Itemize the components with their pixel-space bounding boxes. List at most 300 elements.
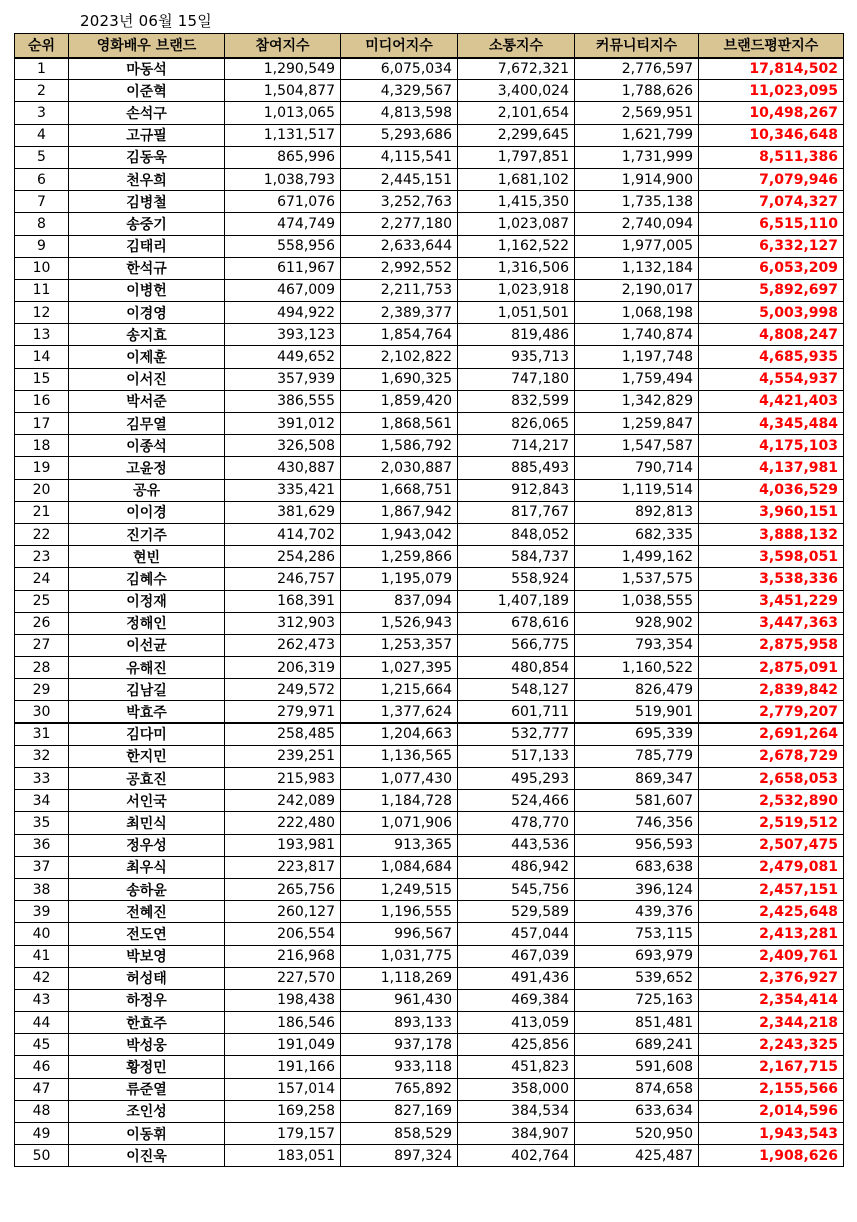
communication-cell: 2,299,645 [458, 124, 575, 146]
community-cell: 2,740,094 [575, 213, 699, 235]
participation-cell: 157,014 [225, 1078, 341, 1100]
communication-cell: 384,534 [458, 1100, 575, 1122]
rank-cell: 44 [15, 1012, 69, 1034]
communication-cell: 714,217 [458, 435, 575, 457]
table-row [15, 1034, 844, 1056]
brand-score-cell: 2,014,596 [699, 1100, 844, 1122]
brand-score-cell: 4,808,247 [699, 324, 844, 346]
participation-cell: 393,123 [225, 324, 341, 346]
actor-name-cell: 하정우 [69, 989, 225, 1011]
actor-name-cell: 이서진 [69, 368, 225, 390]
table-row [15, 546, 844, 568]
actor-name-cell: 한석규 [69, 257, 225, 279]
brand-score-cell: 10,498,267 [699, 102, 844, 124]
brand-score-cell: 2,155,566 [699, 1078, 844, 1100]
table-row [15, 235, 844, 257]
actor-name-cell: 송하윤 [69, 878, 225, 900]
brand-score-cell: 7,079,946 [699, 168, 844, 190]
community-cell: 1,788,626 [575, 80, 699, 102]
actor-name-cell: 박성웅 [69, 1034, 225, 1056]
rank-cell: 31 [15, 723, 69, 745]
actor-name-cell: 조인성 [69, 1100, 225, 1122]
communication-cell: 678,616 [458, 612, 575, 634]
brand-score-cell: 4,036,529 [699, 479, 844, 501]
rank-cell: 46 [15, 1056, 69, 1078]
communication-cell: 495,293 [458, 768, 575, 790]
rank-cell: 40 [15, 923, 69, 945]
brand-score-cell: 3,888,132 [699, 523, 844, 545]
table-row [15, 435, 844, 457]
rank-cell: 9 [15, 235, 69, 257]
actor-name-cell: 박서준 [69, 390, 225, 412]
participation-cell: 249,572 [225, 679, 341, 701]
communication-cell: 545,756 [458, 878, 575, 900]
communication-cell: 566,775 [458, 634, 575, 656]
actor-name-cell: 이선균 [69, 634, 225, 656]
header-media-index: 미디어지수 [341, 34, 458, 58]
participation-cell: 474,749 [225, 213, 341, 235]
participation-cell: 1,290,549 [225, 58, 341, 80]
rank-cell: 36 [15, 834, 69, 856]
participation-cell: 191,049 [225, 1034, 341, 1056]
table-row [15, 124, 844, 146]
actor-name-cell: 이준혁 [69, 80, 225, 102]
actor-name-cell: 이정재 [69, 590, 225, 612]
table-row [15, 834, 844, 856]
rank-cell: 10 [15, 257, 69, 279]
table-row [15, 723, 844, 745]
community-cell: 1,621,799 [575, 124, 699, 146]
rank-cell: 24 [15, 568, 69, 590]
community-cell: 1,914,900 [575, 168, 699, 190]
brand-score-cell: 2,779,207 [699, 701, 844, 723]
participation-cell: 254,286 [225, 546, 341, 568]
community-cell: 869,347 [575, 768, 699, 790]
media-cell: 996,567 [341, 923, 458, 945]
actor-name-cell: 공효진 [69, 768, 225, 790]
actor-name-cell: 진기주 [69, 523, 225, 545]
rank-cell: 50 [15, 1145, 69, 1167]
communication-cell: 478,770 [458, 812, 575, 834]
table-row [15, 479, 844, 501]
community-cell: 1,731,999 [575, 146, 699, 168]
media-cell: 1,084,684 [341, 856, 458, 878]
community-cell: 874,658 [575, 1078, 699, 1100]
table-row [15, 1100, 844, 1122]
actor-name-cell: 정해인 [69, 612, 225, 634]
rank-cell: 47 [15, 1078, 69, 1100]
communication-cell: 548,127 [458, 679, 575, 701]
actor-name-cell: 이종석 [69, 435, 225, 457]
communication-cell: 1,023,918 [458, 279, 575, 301]
communication-cell: 532,777 [458, 723, 575, 745]
participation-cell: 216,968 [225, 945, 341, 967]
community-cell: 2,190,017 [575, 279, 699, 301]
community-cell: 1,132,184 [575, 257, 699, 279]
community-cell: 2,569,951 [575, 102, 699, 124]
community-cell: 695,339 [575, 723, 699, 745]
media-cell: 1,259,866 [341, 546, 458, 568]
media-cell: 893,133 [341, 1012, 458, 1034]
media-cell: 2,030,887 [341, 457, 458, 479]
rank-cell: 5 [15, 146, 69, 168]
communication-cell: 1,051,501 [458, 302, 575, 324]
participation-cell: 494,922 [225, 302, 341, 324]
media-cell: 837,094 [341, 590, 458, 612]
communication-cell: 817,767 [458, 501, 575, 523]
communication-cell: 558,924 [458, 568, 575, 590]
communication-cell: 1,415,350 [458, 191, 575, 213]
communication-cell: 1,316,506 [458, 257, 575, 279]
media-cell: 827,169 [341, 1100, 458, 1122]
participation-cell: 262,473 [225, 634, 341, 656]
participation-cell: 381,629 [225, 501, 341, 523]
media-cell: 1,868,561 [341, 413, 458, 435]
rank-cell: 23 [15, 546, 69, 568]
brand-score-cell: 2,519,512 [699, 812, 844, 834]
media-cell: 897,324 [341, 1145, 458, 1167]
brand-score-cell: 2,479,081 [699, 856, 844, 878]
rank-cell: 16 [15, 390, 69, 412]
header-actor-brand: 영화배우 브랜드 [69, 34, 225, 58]
media-cell: 1,071,906 [341, 812, 458, 834]
participation-cell: 611,967 [225, 257, 341, 279]
table-row [15, 390, 844, 412]
actor-name-cell: 정우성 [69, 834, 225, 856]
table-row [15, 1056, 844, 1078]
media-cell: 1,867,942 [341, 501, 458, 523]
actor-name-cell: 류준열 [69, 1078, 225, 1100]
rank-cell: 1 [15, 58, 69, 80]
communication-cell: 529,589 [458, 901, 575, 923]
actor-name-cell: 김병철 [69, 191, 225, 213]
participation-cell: 223,817 [225, 856, 341, 878]
communication-cell: 935,713 [458, 346, 575, 368]
brand-score-cell: 1,908,626 [699, 1145, 844, 1167]
participation-cell: 206,319 [225, 657, 341, 679]
media-cell: 937,178 [341, 1034, 458, 1056]
participation-cell: 430,887 [225, 457, 341, 479]
community-cell: 851,481 [575, 1012, 699, 1034]
rank-cell: 28 [15, 657, 69, 679]
participation-cell: 260,127 [225, 901, 341, 923]
brand-score-cell: 2,167,715 [699, 1056, 844, 1078]
communication-cell: 601,711 [458, 701, 575, 723]
media-cell: 961,430 [341, 989, 458, 1011]
brand-score-cell: 2,354,414 [699, 989, 844, 1011]
media-cell: 913,365 [341, 834, 458, 856]
media-cell: 1,195,079 [341, 568, 458, 590]
rank-cell: 21 [15, 501, 69, 523]
media-cell: 2,992,552 [341, 257, 458, 279]
rank-cell: 22 [15, 523, 69, 545]
brand-score-cell: 2,678,729 [699, 745, 844, 767]
communication-cell: 486,942 [458, 856, 575, 878]
communication-cell: 1,797,851 [458, 146, 575, 168]
brand-score-cell: 4,421,403 [699, 390, 844, 412]
table-row [15, 923, 844, 945]
community-cell: 785,779 [575, 745, 699, 767]
actor-name-cell: 이경영 [69, 302, 225, 324]
brand-score-cell: 2,658,053 [699, 768, 844, 790]
rank-cell: 15 [15, 368, 69, 390]
actor-name-cell: 송중기 [69, 213, 225, 235]
rank-cell: 3 [15, 102, 69, 124]
participation-cell: 865,996 [225, 146, 341, 168]
media-cell: 1,690,325 [341, 368, 458, 390]
rank-cell: 37 [15, 856, 69, 878]
community-cell: 1,735,138 [575, 191, 699, 213]
rank-cell: 49 [15, 1123, 69, 1145]
participation-cell: 449,652 [225, 346, 341, 368]
table-row [15, 324, 844, 346]
table-row [15, 1123, 844, 1145]
header-communication-index: 소통지수 [458, 34, 575, 58]
brand-reputation-table [14, 33, 844, 1167]
table-row [15, 634, 844, 656]
table-row [15, 812, 844, 834]
brand-score-cell: 3,447,363 [699, 612, 844, 634]
community-cell: 790,714 [575, 457, 699, 479]
participation-cell: 198,438 [225, 989, 341, 1011]
rank-cell: 39 [15, 901, 69, 923]
brand-score-cell: 2,875,091 [699, 657, 844, 679]
communication-cell: 425,856 [458, 1034, 575, 1056]
table-row [15, 302, 844, 324]
brand-score-cell: 6,053,209 [699, 257, 844, 279]
table-row [15, 523, 844, 545]
brand-score-cell: 2,413,281 [699, 923, 844, 945]
community-cell: 519,901 [575, 701, 699, 723]
media-cell: 2,277,180 [341, 213, 458, 235]
actor-name-cell: 한효주 [69, 1012, 225, 1034]
brand-score-cell: 4,554,937 [699, 368, 844, 390]
brand-score-cell: 2,532,890 [699, 790, 844, 812]
media-cell: 1,943,042 [341, 523, 458, 545]
actor-name-cell: 천우희 [69, 168, 225, 190]
brand-score-cell: 5,892,697 [699, 279, 844, 301]
actor-name-cell: 서인국 [69, 790, 225, 812]
header-rank: 순위 [15, 34, 69, 58]
communication-cell: 3,400,024 [458, 80, 575, 102]
communication-cell: 1,023,087 [458, 213, 575, 235]
media-cell: 3,252,763 [341, 191, 458, 213]
community-cell: 956,593 [575, 834, 699, 856]
table-row [15, 1145, 844, 1167]
actor-name-cell: 이제훈 [69, 346, 225, 368]
actor-name-cell: 이이경 [69, 501, 225, 523]
rank-cell: 19 [15, 457, 69, 479]
participation-cell: 168,391 [225, 590, 341, 612]
media-cell: 858,529 [341, 1123, 458, 1145]
rank-cell: 45 [15, 1034, 69, 1056]
rank-cell: 33 [15, 768, 69, 790]
actor-name-cell: 유해진 [69, 657, 225, 679]
table-row [15, 368, 844, 390]
community-cell: 1,547,587 [575, 435, 699, 457]
community-cell: 892,813 [575, 501, 699, 523]
community-cell: 1,977,005 [575, 235, 699, 257]
communication-cell: 524,466 [458, 790, 575, 812]
participation-cell: 227,570 [225, 967, 341, 989]
actor-name-cell: 이진욱 [69, 1145, 225, 1167]
media-cell: 1,215,664 [341, 679, 458, 701]
media-cell: 1,196,555 [341, 901, 458, 923]
rank-cell: 48 [15, 1100, 69, 1122]
table-row [15, 279, 844, 301]
community-cell: 1,259,847 [575, 413, 699, 435]
table-row [15, 146, 844, 168]
participation-cell: 326,508 [225, 435, 341, 457]
table-body [15, 58, 844, 1167]
communication-cell: 848,052 [458, 523, 575, 545]
actor-name-cell: 현빈 [69, 546, 225, 568]
table-row [15, 1012, 844, 1034]
table-row [15, 413, 844, 435]
header-brand-reputation-index: 브랜드평판지수 [699, 34, 844, 58]
actor-name-cell: 김무열 [69, 413, 225, 435]
actor-name-cell: 송지효 [69, 324, 225, 346]
media-cell: 1,253,357 [341, 634, 458, 656]
community-cell: 1,759,494 [575, 368, 699, 390]
brand-score-cell: 4,137,981 [699, 457, 844, 479]
table-row [15, 945, 844, 967]
media-cell: 1,668,751 [341, 479, 458, 501]
actor-name-cell: 마동석 [69, 58, 225, 80]
header-row [15, 34, 844, 58]
actor-name-cell: 전혜진 [69, 901, 225, 923]
media-cell: 2,211,753 [341, 279, 458, 301]
communication-cell: 469,384 [458, 989, 575, 1011]
communication-cell: 1,162,522 [458, 235, 575, 257]
brand-score-cell: 6,515,110 [699, 213, 844, 235]
communication-cell: 443,536 [458, 834, 575, 856]
table-row [15, 657, 844, 679]
participation-cell: 191,166 [225, 1056, 341, 1078]
media-cell: 2,389,377 [341, 302, 458, 324]
participation-cell: 1,504,877 [225, 80, 341, 102]
participation-cell: 1,131,517 [225, 124, 341, 146]
communication-cell: 2,101,654 [458, 102, 575, 124]
brand-score-cell: 3,451,229 [699, 590, 844, 612]
community-cell: 520,950 [575, 1123, 699, 1145]
communication-cell: 826,065 [458, 413, 575, 435]
communication-cell: 1,407,189 [458, 590, 575, 612]
media-cell: 1,859,420 [341, 390, 458, 412]
rank-cell: 17 [15, 413, 69, 435]
participation-cell: 1,038,793 [225, 168, 341, 190]
brand-score-cell: 2,457,151 [699, 878, 844, 900]
table-row [15, 989, 844, 1011]
communication-cell: 457,044 [458, 923, 575, 945]
media-cell: 2,445,151 [341, 168, 458, 190]
brand-score-cell: 11,023,095 [699, 80, 844, 102]
rank-cell: 20 [15, 479, 69, 501]
community-cell: 683,638 [575, 856, 699, 878]
report-date: 2023년 06월 15일 [80, 12, 212, 30]
community-cell: 1,068,198 [575, 302, 699, 324]
community-cell: 1,342,829 [575, 390, 699, 412]
actor-name-cell: 김동욱 [69, 146, 225, 168]
community-cell: 1,119,514 [575, 479, 699, 501]
actor-name-cell: 한지민 [69, 745, 225, 767]
communication-cell: 912,843 [458, 479, 575, 501]
table-row [15, 457, 844, 479]
table-row [15, 191, 844, 213]
actor-name-cell: 허성태 [69, 967, 225, 989]
participation-cell: 558,956 [225, 235, 341, 257]
media-cell: 933,118 [341, 1056, 458, 1078]
communication-cell: 832,599 [458, 390, 575, 412]
table-row [15, 168, 844, 190]
brand-score-cell: 2,691,264 [699, 723, 844, 745]
media-cell: 1,031,775 [341, 945, 458, 967]
community-cell: 1,499,162 [575, 546, 699, 568]
community-cell: 396,124 [575, 878, 699, 900]
rank-cell: 35 [15, 812, 69, 834]
table-row [15, 568, 844, 590]
brand-score-cell: 4,345,484 [699, 413, 844, 435]
rank-cell: 34 [15, 790, 69, 812]
rank-cell: 32 [15, 745, 69, 767]
rank-cell: 2 [15, 80, 69, 102]
table-row [15, 590, 844, 612]
brand-score-cell: 3,960,151 [699, 501, 844, 523]
participation-cell: 265,756 [225, 878, 341, 900]
rank-cell: 6 [15, 168, 69, 190]
brand-score-cell: 10,346,648 [699, 124, 844, 146]
communication-cell: 480,854 [458, 657, 575, 679]
community-cell: 1,740,874 [575, 324, 699, 346]
communication-cell: 584,737 [458, 546, 575, 568]
actor-name-cell: 황정민 [69, 1056, 225, 1078]
brand-score-cell: 1,943,543 [699, 1123, 844, 1145]
communication-cell: 517,133 [458, 745, 575, 767]
table-row [15, 967, 844, 989]
rank-cell: 11 [15, 279, 69, 301]
brand-score-cell: 2,376,927 [699, 967, 844, 989]
community-cell: 591,608 [575, 1056, 699, 1078]
participation-cell: 312,903 [225, 612, 341, 634]
media-cell: 1,526,943 [341, 612, 458, 634]
rank-cell: 42 [15, 967, 69, 989]
media-cell: 1,184,728 [341, 790, 458, 812]
media-cell: 1,136,565 [341, 745, 458, 767]
media-cell: 1,077,430 [341, 768, 458, 790]
rank-cell: 26 [15, 612, 69, 634]
media-cell: 4,115,541 [341, 146, 458, 168]
community-cell: 693,979 [575, 945, 699, 967]
brand-score-cell: 7,074,327 [699, 191, 844, 213]
table-row [15, 856, 844, 878]
community-cell: 1,197,748 [575, 346, 699, 368]
table-row [15, 501, 844, 523]
table-row [15, 745, 844, 767]
table-row [15, 679, 844, 701]
media-cell: 1,249,515 [341, 878, 458, 900]
community-cell: 1,160,522 [575, 657, 699, 679]
brand-score-cell: 3,538,336 [699, 568, 844, 590]
communication-cell: 467,039 [458, 945, 575, 967]
table-row [15, 878, 844, 900]
table-row [15, 213, 844, 235]
community-cell: 682,335 [575, 523, 699, 545]
actor-name-cell: 최민식 [69, 812, 225, 834]
participation-cell: 242,089 [225, 790, 341, 812]
rank-cell: 30 [15, 701, 69, 723]
communication-cell: 885,493 [458, 457, 575, 479]
media-cell: 2,633,644 [341, 235, 458, 257]
